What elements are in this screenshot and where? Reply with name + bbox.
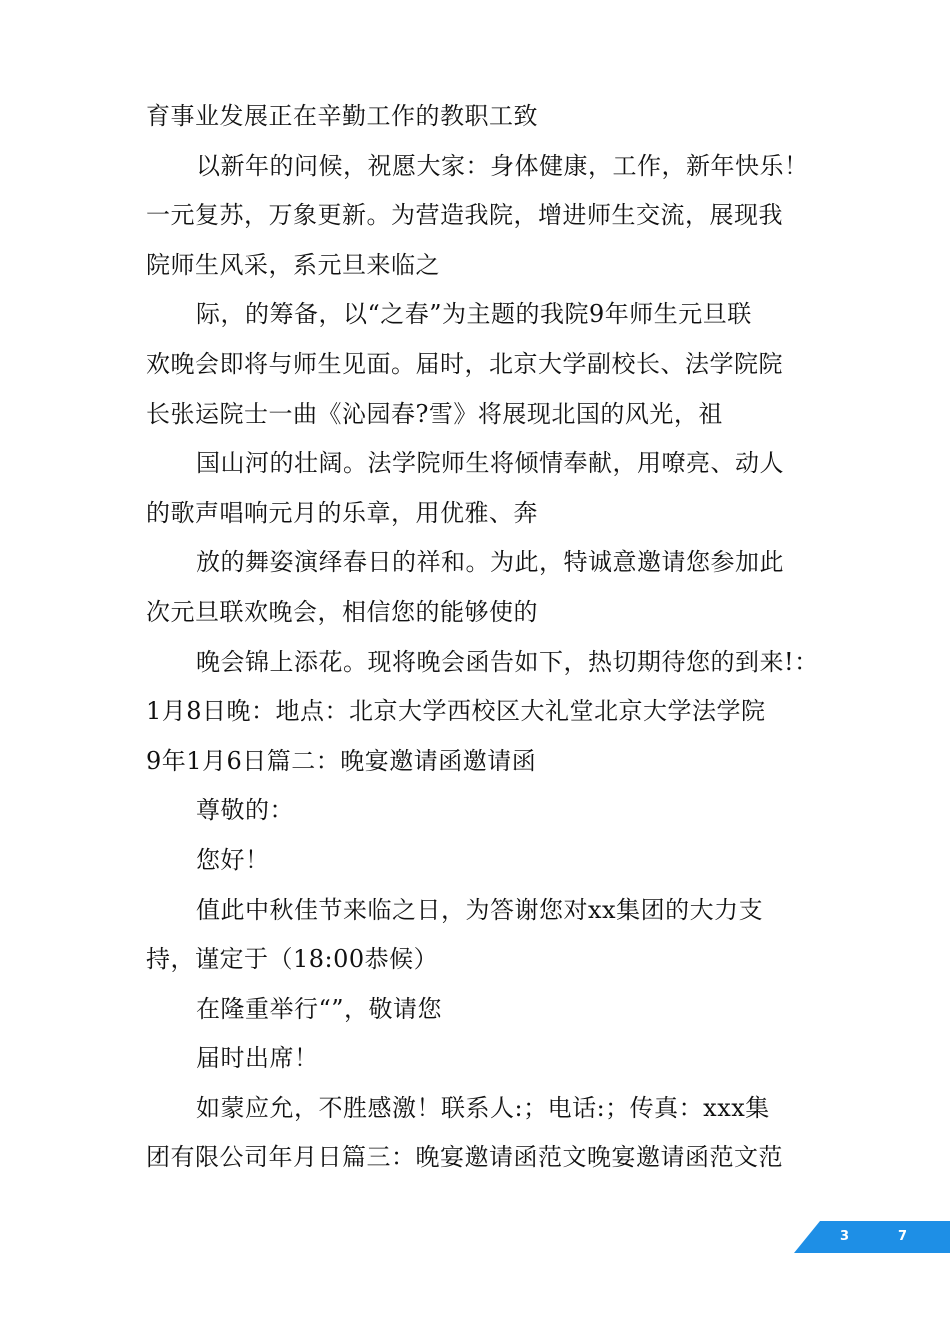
- text-line: 次元旦联欢晚会，相信您的能够使的: [146, 597, 538, 626]
- text-line: 以新年的问候，祝愿大家：身体健康，工作，新年快乐！: [196, 151, 809, 180]
- page-number-badge: [794, 1221, 950, 1253]
- text-line: 院师生风采，系元旦来临之: [146, 250, 440, 279]
- text-line: 欢晚会即将与师生见面。届时，北京大学副校长、法学院院: [146, 349, 783, 378]
- text-line: 在隆重举行“”，敬请您: [196, 994, 443, 1023]
- text-line: 尊敬的：: [196, 796, 294, 825]
- text-line: 晚会锦上添花。现将晚会函告如下，热切期待您的到来!：: [196, 647, 819, 676]
- text-line: 一元复苏，万象更新。为营造我院，增进师生交流，展现我: [146, 201, 783, 230]
- text-line: 值此中秋佳节来临之日，为答谢您对xx集团的大力支: [196, 895, 764, 924]
- page-badge-shape: [794, 1221, 950, 1253]
- text-line: 1月8日晚：地点：北京大学西校区大礼堂北京大学法学院: [146, 697, 766, 726]
- text-line: 际，的筹备，以“之春”为主题的我院9年师生元旦联: [196, 300, 752, 329]
- document-body: [146, 92, 819, 1183]
- text-line: 9年1月6日篇二：晚宴邀请函邀请函: [146, 746, 537, 775]
- text-line: 国山河的壮阔。法学院师生将倾情奉献，用嘹亮、动人: [196, 449, 784, 478]
- text-line: 届时出席！: [196, 1044, 319, 1073]
- text-line: 育事业发展正在辛勤工作的教职工致: [146, 102, 538, 130]
- text-line: 长张运院士一曲《沁园春?雪》将展现北国的风光，祖: [146, 399, 723, 428]
- current-page-number: 3: [840, 1229, 850, 1244]
- total-page-count: 7: [898, 1229, 908, 1244]
- text-line: 如蒙应允，不胜感激！联系人:；电话:；传真：xxx集: [196, 1093, 770, 1122]
- text-line: 持，谨定于（18:00恭候）: [146, 945, 439, 974]
- text-line: 团有限公司年月日篇三：晚宴邀请函范文晚宴邀请函范文范: [146, 1143, 783, 1172]
- text-line: 的歌声唱响元月的乐章，用优雅、奔: [146, 498, 538, 527]
- text-line: 您好！: [196, 845, 270, 874]
- text-line: 放的舞姿演绎春日的祥和。为此，特诚意邀请您参加此: [196, 548, 784, 577]
